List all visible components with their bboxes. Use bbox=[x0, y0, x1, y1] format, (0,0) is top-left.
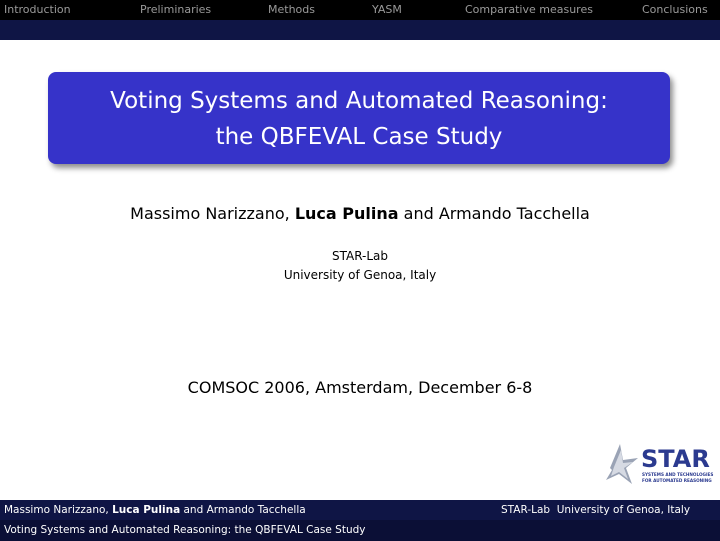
footer-authors bbox=[4, 504, 306, 516]
author-pulina: Luca Pulina bbox=[294, 204, 399, 223]
footer-title-bar bbox=[0, 520, 720, 541]
nav-conclusions[interactable]: Conclusions bbox=[642, 3, 708, 16]
star-lab-logo bbox=[604, 440, 716, 486]
footer-institute: STAR-Lab University of Genoa, Italy bbox=[501, 504, 691, 516]
footer-author-pulina: Luca Pulina bbox=[112, 504, 181, 516]
authors bbox=[0, 204, 720, 223]
nav-preliminaries[interactable]: Preliminaries bbox=[140, 3, 212, 16]
institution-lab: STAR-Lab bbox=[331, 249, 389, 263]
star-shape-icon bbox=[606, 444, 638, 484]
logo-tagline-2: FOR AUTOMATED REASONING bbox=[642, 478, 712, 483]
event-line: COMSOC 2006, Amsterdam, December 6-8 bbox=[187, 378, 533, 397]
nav-yasm[interactable]: YASM bbox=[372, 3, 402, 16]
nav-methods[interactable]: Methods bbox=[268, 3, 315, 16]
institution-university: University of Genoa, Italy bbox=[283, 268, 437, 282]
logo-tagline-1: SYSTEMS AND TECHNOLOGIES bbox=[642, 472, 714, 477]
footer-author-narizzano: Massimo Narizzano, bbox=[4, 504, 109, 516]
title-line-1: Voting Systems and Automated Reasoning: bbox=[110, 88, 608, 114]
title-line-2: the QBFEVAL Case Study bbox=[215, 124, 503, 150]
title-box bbox=[48, 72, 670, 164]
footer-short-title: Voting Systems and Automated Reasoning: the QBFEVAL Case Study bbox=[4, 524, 366, 536]
author-tacchella: and Armando Tacchella bbox=[403, 204, 590, 223]
subsection-bar bbox=[0, 20, 720, 40]
author-narizzano: Massimo Narizzano, bbox=[130, 204, 290, 223]
footer-authors-bar bbox=[0, 500, 720, 520]
footer-author-tacchella: and Armando Tacchella bbox=[183, 504, 306, 516]
nav-comparative-measures[interactable]: Comparative measures bbox=[465, 3, 593, 16]
logo-text: STAR bbox=[641, 445, 710, 473]
section-navigation bbox=[0, 0, 720, 20]
nav-introduction[interactable]: Introduction bbox=[4, 3, 71, 16]
